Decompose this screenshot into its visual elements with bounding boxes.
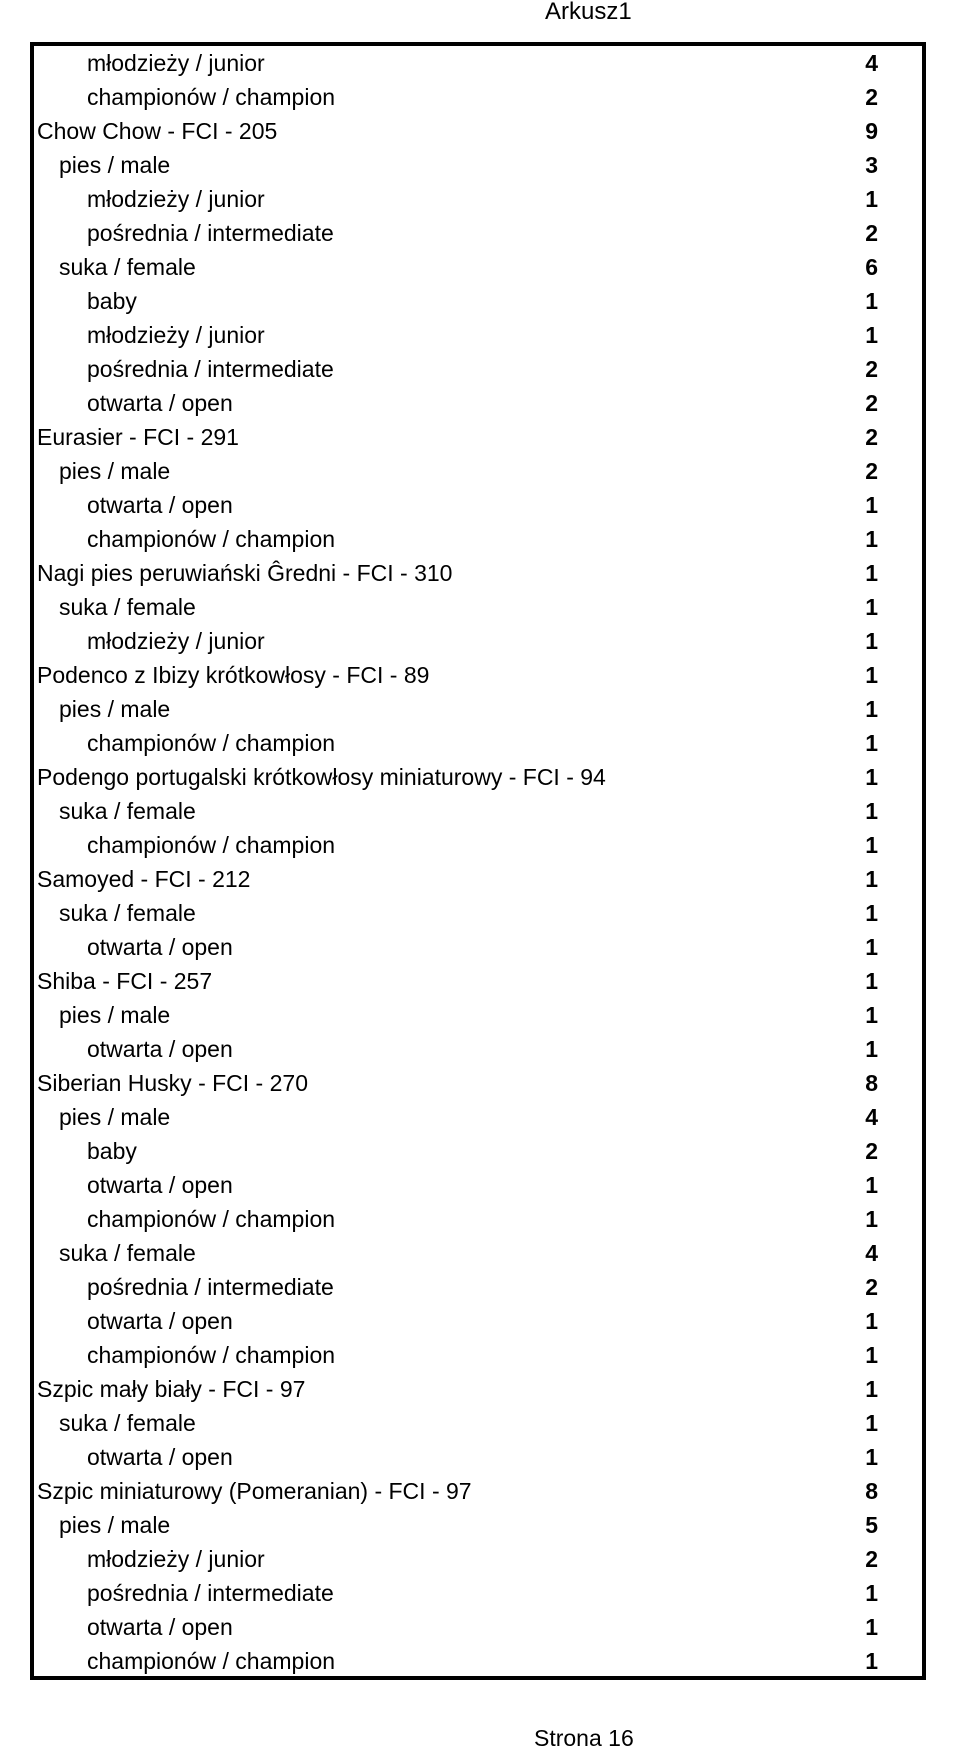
row-count: 1: [865, 798, 878, 824]
row-label: pies / male: [59, 696, 171, 722]
row-count: 8: [865, 1478, 878, 1504]
row-count: 6: [865, 254, 878, 280]
row-count: 2: [865, 1546, 878, 1572]
row-count: 1: [865, 866, 878, 892]
row-label: pośrednia / intermediate: [87, 356, 334, 382]
table-row: [34, 386, 922, 420]
row-label: pies / male: [59, 1512, 171, 1538]
table-row: [34, 1508, 922, 1542]
row-count: 3: [865, 152, 878, 178]
sheet-title: Arkusz1: [545, 0, 632, 25]
row-label: suka / female: [59, 798, 196, 824]
row-label: młodzieży / junior: [87, 322, 265, 348]
row-label: championów / champion: [87, 84, 336, 110]
row-count: 1: [865, 288, 878, 314]
table-row: [34, 80, 922, 114]
row-label: Szpic mały biały - FCI - 97: [37, 1376, 306, 1402]
table-row: [34, 1236, 922, 1270]
row-count: 1: [865, 186, 878, 212]
row-count: 1: [865, 1342, 878, 1368]
row-label: suka / female: [59, 1240, 196, 1266]
row-count: 1: [865, 730, 878, 756]
row-label: pośrednia / intermediate: [87, 220, 334, 246]
row-label: Podenco z Ibizy krótkowłosy - FCI - 89: [37, 662, 430, 688]
row-count: 1: [865, 628, 878, 654]
row-count: 1: [865, 1410, 878, 1436]
row-label: Siberian Husky - FCI - 270: [37, 1070, 308, 1096]
row-label: Chow Chow - FCI - 205: [37, 118, 278, 144]
row-label: otwarta / open: [87, 1172, 233, 1198]
row-count: 4: [865, 1240, 878, 1266]
row-count: 1: [865, 662, 878, 688]
row-count: 2: [865, 356, 878, 382]
table-row: [34, 1304, 922, 1338]
row-label: młodzieży / junior: [87, 186, 265, 212]
table-row: [34, 182, 922, 216]
table-row: [34, 46, 922, 80]
row-label: Podengo portugalski krótkowłosy miniaturowy - FCI - 94: [37, 764, 606, 790]
row-label: championów / champion: [87, 832, 336, 858]
row-count: 2: [865, 390, 878, 416]
row-count: 5: [865, 1512, 878, 1538]
table-row: [34, 998, 922, 1032]
table-row: [34, 794, 922, 828]
row-label: otwarta / open: [87, 1444, 233, 1470]
table-row: [34, 1542, 922, 1576]
row-count: 1: [865, 560, 878, 586]
table-row: [34, 114, 922, 148]
table-row: [34, 250, 922, 284]
row-count: 1: [865, 1444, 878, 1470]
row-count: 2: [865, 424, 878, 450]
table-row: [34, 318, 922, 352]
row-count: 2: [865, 84, 878, 110]
table-row: [34, 760, 922, 794]
table-row: [34, 1406, 922, 1440]
row-label: pies / male: [59, 1002, 171, 1028]
row-count: 2: [865, 220, 878, 246]
row-count: 1: [865, 1376, 878, 1402]
row-count: 8: [865, 1070, 878, 1096]
row-label: Shiba - FCI - 257: [37, 968, 213, 994]
row-count: 1: [865, 526, 878, 552]
row-count: 1: [865, 1648, 878, 1674]
table-row: [34, 1440, 922, 1474]
table-row: [34, 1610, 922, 1644]
row-count: 9: [865, 118, 878, 144]
row-count: 4: [865, 1104, 878, 1130]
row-count: 1: [865, 1580, 878, 1606]
row-label: suka / female: [59, 254, 196, 280]
row-count: 1: [865, 1172, 878, 1198]
row-label: suka / female: [59, 1410, 196, 1436]
row-label: championów / champion: [87, 1206, 336, 1232]
row-count: 2: [865, 1274, 878, 1300]
row-label: championów / champion: [87, 526, 336, 552]
table-row: [34, 726, 922, 760]
breed-count-table: [30, 42, 926, 1680]
table-rows: [34, 46, 922, 1678]
row-count: 1: [865, 900, 878, 926]
table-row: [34, 964, 922, 998]
row-label: suka / female: [59, 594, 196, 620]
page-number: Strona 16: [534, 1725, 634, 1751]
table-row: [34, 420, 922, 454]
row-count: 1: [865, 492, 878, 518]
row-count: 1: [865, 764, 878, 790]
table-row: [34, 1202, 922, 1236]
row-count: 1: [865, 1614, 878, 1640]
table-row: [34, 488, 922, 522]
table-row: [34, 896, 922, 930]
table-row: [34, 1270, 922, 1304]
row-label: championów / champion: [87, 1342, 336, 1368]
row-label: pośrednia / intermediate: [87, 1580, 334, 1606]
row-count: 4: [865, 50, 878, 76]
row-label: baby: [87, 288, 137, 314]
table-row: [34, 862, 922, 896]
table-row: [34, 624, 922, 658]
table-row: [34, 556, 922, 590]
row-label: otwarta / open: [87, 1308, 233, 1334]
table-row: [34, 1372, 922, 1406]
table-row: [34, 284, 922, 318]
table-row: [34, 692, 922, 726]
row-label: młodzieży / junior: [87, 628, 265, 654]
row-label: pies / male: [59, 152, 171, 178]
row-count: 2: [865, 1138, 878, 1164]
table-row: [34, 1338, 922, 1372]
row-count: 1: [865, 968, 878, 994]
table-row: [34, 148, 922, 182]
table-row: [34, 1474, 922, 1508]
table-row: [34, 1168, 922, 1202]
table-row: [34, 352, 922, 386]
row-count: 1: [865, 1308, 878, 1334]
row-label: młodzieży / junior: [87, 1546, 265, 1572]
row-label: młodzieży / junior: [87, 50, 265, 76]
row-label: pies / male: [59, 458, 171, 484]
table-row: [34, 1032, 922, 1066]
table-row: [34, 1066, 922, 1100]
row-label: pies / male: [59, 1104, 171, 1130]
row-label: otwarta / open: [87, 1036, 233, 1062]
row-label: otwarta / open: [87, 934, 233, 960]
table-row: [34, 216, 922, 250]
table-row: [34, 1644, 922, 1678]
table-row: [34, 522, 922, 556]
row-label: Szpic miniaturowy (Pomeranian) - FCI - 97: [37, 1478, 472, 1504]
table-row: [34, 454, 922, 488]
row-label: championów / champion: [87, 730, 336, 756]
table-row: [34, 1100, 922, 1134]
table-row: [34, 828, 922, 862]
row-label: suka / female: [59, 900, 196, 926]
table-row: [34, 1134, 922, 1168]
row-label: championów / champion: [87, 1648, 336, 1674]
row-label: otwarta / open: [87, 492, 233, 518]
table-row: [34, 1576, 922, 1610]
table-row: [34, 658, 922, 692]
row-count: 1: [865, 594, 878, 620]
row-count: 1: [865, 934, 878, 960]
row-label: otwarta / open: [87, 1614, 233, 1640]
row-label: otwarta / open: [87, 390, 233, 416]
row-count: 1: [865, 832, 878, 858]
table-row: [34, 930, 922, 964]
row-label: Eurasier - FCI - 291: [37, 424, 239, 450]
row-count: 1: [865, 1206, 878, 1232]
row-label: Nagi pies peruwiański Ĝredni - FCI - 310: [37, 560, 453, 586]
row-label: pośrednia / intermediate: [87, 1274, 334, 1300]
row-count: 1: [865, 1036, 878, 1062]
table-row: [34, 590, 922, 624]
row-count: 1: [865, 322, 878, 348]
row-label: Samoyed - FCI - 212: [37, 866, 251, 892]
row-count: 1: [865, 1002, 878, 1028]
row-count: 2: [865, 458, 878, 484]
row-count: 1: [865, 696, 878, 722]
row-label: baby: [87, 1138, 137, 1164]
